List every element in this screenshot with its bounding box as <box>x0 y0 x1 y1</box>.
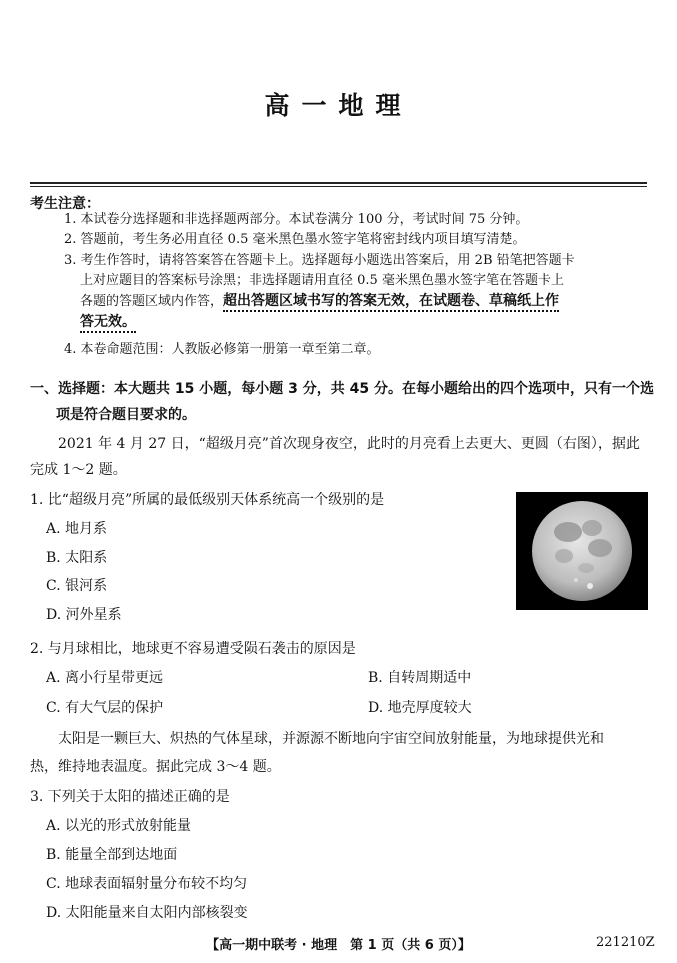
question-3-option-b: B. 能量全部到达地面 <box>46 847 178 863</box>
notice-item-2: 2. 答题前，考生务必用直径 0.5 毫米黑色墨水签字笔将密封线内项目填写清楚。 <box>64 232 526 247</box>
title-rule-top <box>30 182 647 184</box>
moon-icon <box>516 492 648 610</box>
page-title: 高一地理 <box>264 91 413 120</box>
question-2-option-d: D. 地壳厚度较大 <box>368 700 472 716</box>
notice-item-3-prefix: 各题的答题区域内作答， <box>80 294 224 309</box>
notice-item-4: 4. 本卷命题范围：人教版必修第一册第一章至第二章。 <box>64 342 380 357</box>
intro-paragraph-1-cont: 完成 1～2 题。 <box>30 462 127 478</box>
question-3-stem: 3. 下列关于太阳的描述正确的是 <box>30 789 230 805</box>
question-2-option-c: C. 有大气层的保护 <box>46 700 164 716</box>
question-1-option-d: D. 河外星系 <box>46 607 122 623</box>
question-1-option-a: A. 地月系 <box>46 521 108 537</box>
page-footer: 【高一期中联考 · 地理 第 1 页（共 6 页）】 <box>206 938 471 953</box>
moon-image <box>516 492 648 610</box>
question-3-option-c: C. 地球表面辐射量分布较不均匀 <box>46 876 248 892</box>
question-1-stem: 1. 比“超级月亮”所属的最低级别天体系统高一个级别的是 <box>30 492 385 508</box>
title-rule-bottom <box>30 186 647 187</box>
notice-item-1: 1. 本试卷分选择题和非选择题两部分。本试卷满分 100 分，考试时间 75 分钟。 <box>64 212 529 227</box>
intro-paragraph-2-cont: 热，维持地表温度。据此完成 3～4 题。 <box>30 759 281 775</box>
notice-heading: 考生注意： <box>30 196 100 212</box>
intro-paragraph-1: 2021 年 4 月 27 日，“超级月亮”首次现身夜空，此时的月亮看上去更大、更圆（右图），据此 <box>58 436 640 452</box>
notice-item-3-end <box>80 313 136 332</box>
question-2-option-b: B. 自转周期适中 <box>368 670 472 686</box>
notice-item-3-cont: 上对应题目的答案标号涂黑；非选择题请用直径 0.5 毫米黑色墨水签字笔在答题卡上 <box>80 273 564 288</box>
section-heading: 一、选择题：本大题共 15 小题，每小题 3 分，共 45 分。在每小题给出的四个选项中，只有一个选 <box>30 381 654 397</box>
question-3-option-d: D. 太阳能量来自太阳内部核裂变 <box>46 905 248 921</box>
notice-item-3: 3. 考生作答时，请将答案答在答题卡上。选择题每小题选出答案后，用 2B 铅笔把答题卡 <box>64 253 575 268</box>
question-1-option-c: C. 银河系 <box>46 578 108 594</box>
exam-code: 221210Z <box>596 935 655 950</box>
section-heading-cont: 项是符合题目要求的。 <box>56 407 196 423</box>
notice-item-3-cont2 <box>80 292 559 311</box>
notice-warning: 超出答题区域书写的答案无效，在试题卷、草稿纸上作 <box>223 293 559 312</box>
intro-paragraph-2: 太阳是一颗巨大、炽热的气体星球，并源源不断地向宇宙空间放射能量，为地球提供光和 <box>58 731 604 747</box>
question-2-option-a: A. 离小行星带更远 <box>46 670 164 686</box>
notice-warning-end: 答无效。 <box>80 314 136 333</box>
question-3-option-a: A. 以光的形式放射能量 <box>46 818 192 834</box>
question-1-option-b: B. 太阳系 <box>46 550 108 566</box>
question-2-stem: 2. 与月球相比，地球更不容易遭受陨石袭击的原因是 <box>30 641 356 657</box>
